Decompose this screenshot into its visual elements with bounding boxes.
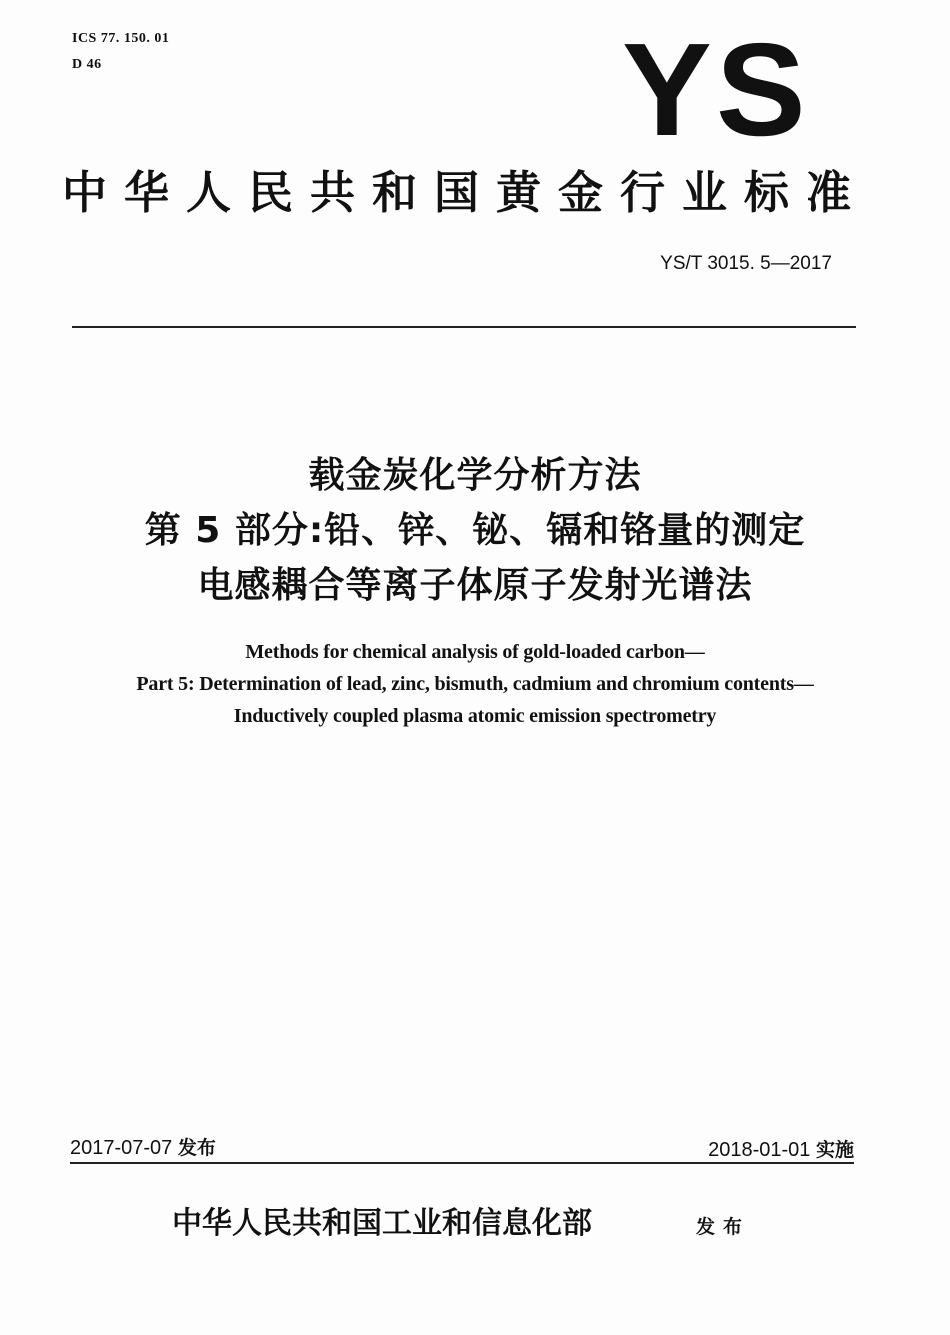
footer-divider [70,1162,854,1164]
title-chinese [60,448,890,613]
ics-code: ICS 77. 150. 01 [72,31,170,46]
standard-number: YS/T 3015. 5—2017 [660,253,832,274]
title-en-line-1: Methods for chemical analysis of gold-loaded carbon— [245,641,705,663]
title-en-line-2: Part 5: Determination of lead, zinc, bismuth, cadmium and chromium contents— [136,673,814,695]
implement-date-label: 实施 [815,1139,854,1161]
title-cn-line-2: 第 5 部分:铅、锌、铋、镉和铬量的测定 [144,510,806,551]
title-en-line-3: Inductively coupled plasma atomic emission spectrometry [233,705,717,727]
issuing-authority: 中华人民共和国工业和信息化部 [172,1206,592,1241]
ys-logo: YS [622,16,810,163]
ccs-code: D 46 [72,57,102,72]
title-english [40,636,910,732]
classification-codes [72,26,169,78]
publish-date-value: 2017-07-07 [70,1137,173,1159]
standard-category: 中华人民共和国黄金行业标准 [62,166,869,219]
publish-date-label: 发布 [177,1137,216,1159]
implement-date [708,1136,854,1164]
implement-date-value: 2018-01-01 [708,1139,811,1161]
title-cn-line-1: 载金炭化学分析方法 [308,455,642,496]
issuing-action: 发布 [696,1216,751,1238]
header-divider [72,326,856,328]
publish-date [70,1134,216,1162]
title-cn-line-3: 电感耦合等离子体原子发射光谱法 [197,565,753,606]
